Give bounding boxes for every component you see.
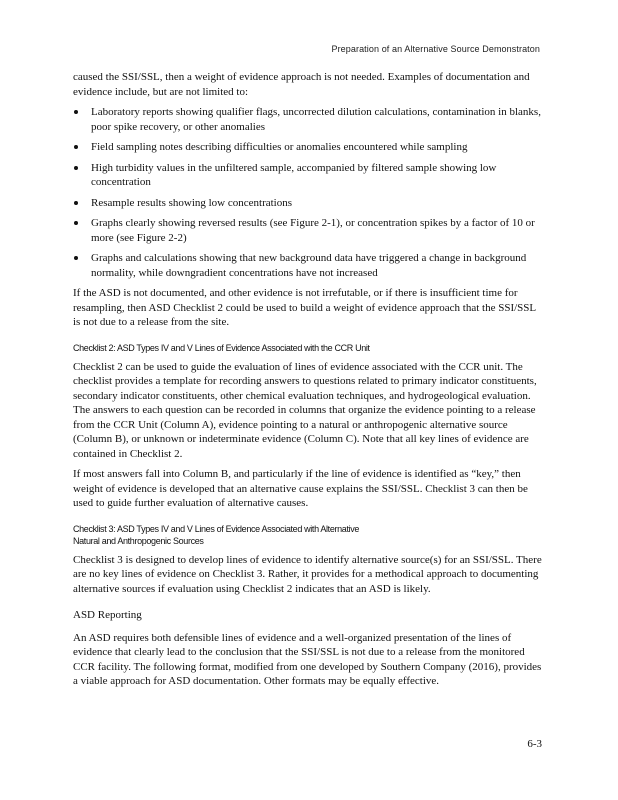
list-item-text: Field sampling notes describing difficulties or anomalies encountered while sampling	[91, 141, 468, 153]
checklist3-paragraph: Checklist 3 is designed to develop lines of evidence to identify alternative source(s) for an SSI/SSL. There are no key lines of evidence on Checklist 3. Rather, it provides for a methodical approach to documenting alternative sources if evaluation using Checklist 2 indicates that an ASD is likely.	[73, 553, 542, 595]
bullet-icon	[74, 256, 78, 260]
page-body	[73, 70, 543, 695]
checklist3-heading-line1: Checklist 3: ASD Types IV and V Lines of Evidence Associated with Alternative	[73, 523, 360, 534]
checklist2-heading: Checklist 2: ASD Types IV and V Lines of Evidence Associated with the CCR Unit	[73, 342, 370, 353]
list-item-text: Graphs and calculations showing that new background data have triggered a change in background normality, while downgradient concentrations have not increased	[91, 252, 527, 279]
checklist3-heading	[73, 523, 543, 547]
list-item	[73, 161, 543, 190]
checklist2-paragraph-1: Checklist 2 can be used to guide the evaluation of lines of evidence associated with the CCR unit. The checklist provides a template for recording answers to questions related to primary indicator constituents, secondary indicator constituents, other chemical evaluation techniques, and hydrogeological evaluation. The answers to each question can be recorded in columns that organize the evidence pointing to a release from the CCR Unit (Column A), evidence pointing to a natural or anthropogenic alternative source (Column B), or unknown or indeterminate evidence (Column C). Note that all key lines of evidence are contained in Checklist 2.	[73, 360, 537, 460]
not-documented-paragraph: If the ASD is not documented, and other evidence is not irrefutable, or if there is insufficient time for resampling, then ASD Checklist 2 could be used to build a weight of evidence approach that the SSI/SSL is not due to a release from the site.	[73, 287, 536, 328]
list-item-text: Graphs clearly showing reversed results (see Figure 2-1), or concentration spikes by a factor of 10 or more (see Figure 2-2)	[91, 217, 535, 244]
list-item-text: Resample results showing low concentrations	[91, 196, 293, 209]
asd-reporting-heading: ASD Reporting	[73, 609, 142, 621]
list-item	[73, 196, 543, 211]
list-item	[73, 216, 543, 245]
bullet-icon	[74, 110, 78, 114]
list-item	[73, 251, 543, 280]
running-header: Preparation of an Alternative Source Demonstraton	[331, 44, 540, 54]
checklist2-paragraph-2: If most answers fall into Column B, and particularly if the line of evidence is identified as “key,” then weight of evidence is developed that an alternative cause explains the SSI/SSL. Checklist 3 can then be used to guide further evaluation of alternative causes.	[73, 468, 528, 509]
list-item	[73, 140, 543, 155]
list-item-text: High turbidity values in the unfiltered sample, accompanied by filtered sample showing low concentration	[91, 161, 497, 188]
list-item	[73, 105, 543, 134]
bullet-icon	[74, 201, 78, 205]
bullet-icon	[74, 145, 78, 149]
bullet-icon	[74, 221, 78, 225]
page-number: 6-3	[527, 738, 542, 750]
checklist3-heading-line2: Natural and Anthropogenic Sources	[73, 535, 204, 546]
list-item-text: Laboratory reports showing qualifier flags, uncorrected dilution calculations, contamination in blanks, poor spike recovery, or other anomalies	[91, 106, 541, 133]
evidence-list	[73, 105, 543, 280]
intro-paragraph: caused the SSI/SSL, then a weight of evidence approach is not needed. Examples of documentation and evidence include, but are not limited to:	[73, 71, 530, 98]
asd-reporting-paragraph: An ASD requires both defensible lines of evidence and a well-organized presentation of the lines of evidence that clearly lead to the conclusion that the SSI/SSL is not due to a release from the monitored CCR facility. The following format, modified from one developed by Southern Company (2016), provides a viable approach for ASD documentation. Other formats may be equally effective.	[73, 631, 542, 687]
bullet-icon	[74, 166, 78, 170]
